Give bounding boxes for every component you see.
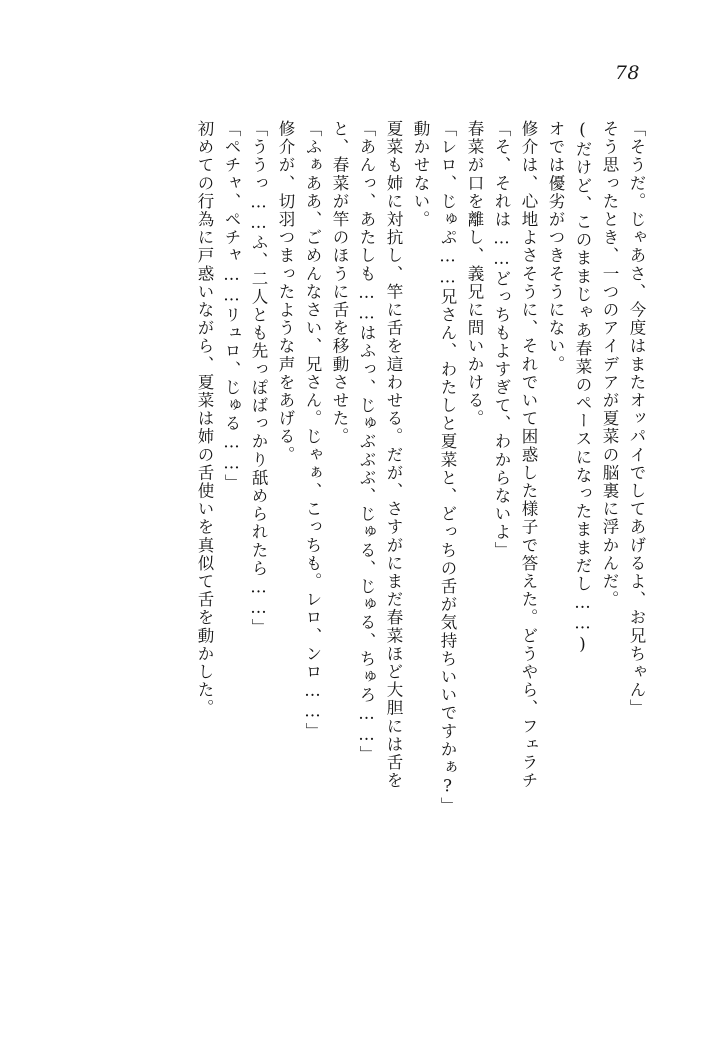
- text-column: 「そうだ。じゃあさ、今度はまたオッパイでしてあげるよ、お兄ちゃん」: [627, 120, 646, 718]
- text-column: 修介は、心地よさそうに、それでいて困惑した様子で答えた。どうやら、フェラチ: [519, 120, 538, 790]
- text-column: 「ううっ……ふ、二人とも先っぽばっかり舐められたら……」: [249, 120, 268, 637]
- text-column: (だけど、このままじゃあ春菜のペースになったままだし……): [573, 120, 592, 655]
- text-column: 動かせない。: [411, 120, 430, 229]
- text-column: 「ふぁああ、ごめんなさい、兄さん。じゃぁ、こっちも。レロ、ンロ……」: [303, 120, 322, 741]
- text-column: 「あんっ、あたしも……はふっ、じゅぶぶぶ、じゅる、じゅる、ちゅろ……」: [357, 120, 376, 764]
- text-column: 「そ、それは……どっちもよすぎて、わからないよ」: [492, 120, 511, 560]
- page-number: 78: [614, 62, 640, 84]
- text-column: そう思ったとき、一つのアイデアが夏菜の脳裏に浮かんだ。: [600, 120, 619, 609]
- text-column: 修介が、切羽つまったような声をあげる。: [276, 120, 295, 464]
- text-column: オでは優劣がつきそうにない。: [546, 120, 565, 374]
- text-column: 初めての行為に戸惑いながら、夏菜は姉の舌使いを真似て舌を動かした。: [195, 120, 214, 718]
- vertical-text-block: [104, 120, 644, 910]
- text-column: 夏菜も姉に対抗し、竿に舌を這わせる。だが、さすがにまだ春菜ほど大胆には舌を: [384, 120, 403, 790]
- text-column: 春菜が口を離し、義兄に問いかける。: [465, 120, 484, 428]
- text-column: と、春菜が竿のほうに舌を移動させた。: [330, 120, 349, 446]
- text-column: 「ペチャ、ペチャ……リュロ、じゅる……」: [222, 120, 241, 492]
- text-column: 「レロ、じゅぷ……兄さん、わたしと夏菜と、どっちの舌が気持ちいいですかぁ?」: [438, 120, 457, 816]
